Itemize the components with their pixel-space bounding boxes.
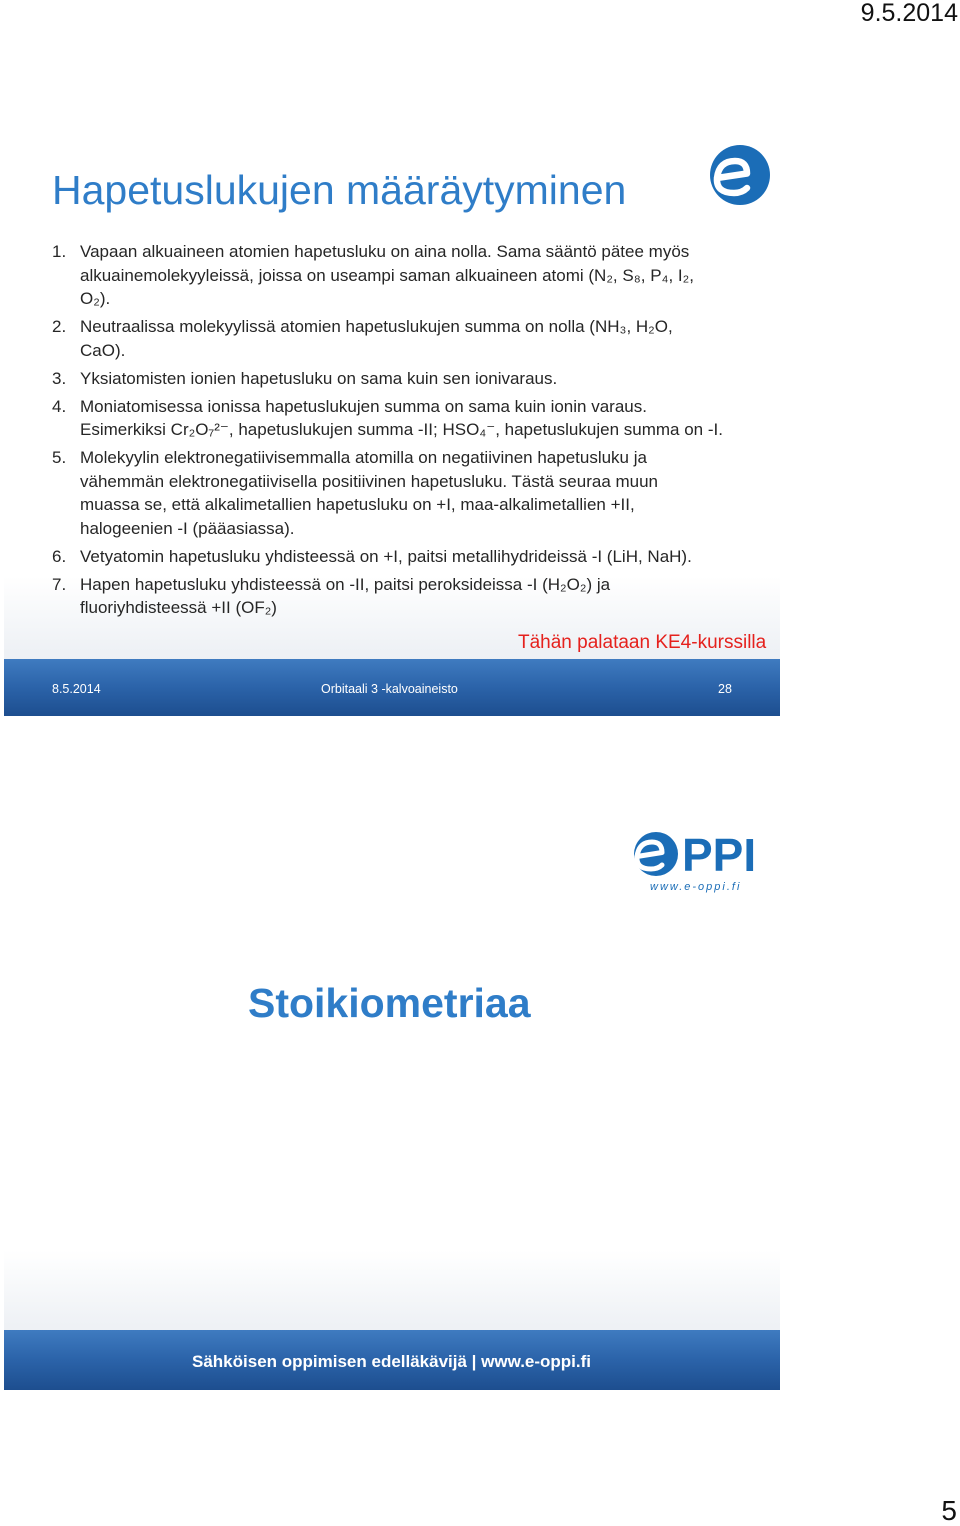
rule-line: O₂). — [80, 289, 111, 308]
logo-wordmark: PPI — [682, 832, 757, 881]
rule-line: Vetyatomin hapetusluku yhdisteessä on +I, paitsi metallihydrideissä -I (LiH, NaH). — [80, 546, 692, 566]
page-number: 5 — [941, 1495, 957, 1526]
rule-number: 6. — [52, 546, 67, 566]
rule-number: 1. — [52, 242, 67, 261]
slide-stoichiometry — [4, 808, 780, 1390]
rule-number: 5. — [52, 448, 67, 467]
rule-text — [80, 573, 610, 620]
course-note: Tähän palataan KE4-kurssilla — [518, 632, 767, 653]
rule-item — [52, 367, 772, 391]
slide-footer — [4, 1330, 780, 1390]
rule-line: Neutraalissa molekyylissä atomien hapetuslukujen summa on nolla (NH₃, H₂O, — [80, 317, 673, 336]
rule-text — [80, 367, 557, 391]
rule-item — [52, 240, 772, 311]
footer-slide-number: 28 — [718, 682, 732, 696]
rule-line: muassa se, että alkalimetallien hapetusluku on +I, maa-alkalimetallien +II, — [80, 495, 635, 514]
footer-title: Orbitaali 3 -kalvoaineisto — [321, 682, 458, 696]
rule-line: Vapaan alkuaineen atomien hapetusluku on aina nolla. Sama sääntö pätee myös — [80, 242, 690, 261]
rule-line: Yksiatomisten ionien hapetusluku on sama kuin sen ionivaraus. — [80, 368, 558, 388]
rule-text — [80, 395, 723, 442]
slide-title: Hapetuslukujen määräytyminen — [52, 167, 627, 213]
rule-line: Hapen hapetusluku yhdisteessä on -II, paitsi peroksideissa -I (H₂O₂) ja — [80, 574, 611, 594]
rule-text — [80, 240, 694, 311]
rule-item — [52, 573, 772, 620]
rule-line: halogeenien -I (pääasiassa). — [80, 518, 295, 538]
rule-line: alkuainemolekyyleissä, joissa on useampi saman alkuaineen atomi (N₂, S₈, P₄, I₂, — [80, 265, 694, 285]
oxidation-rules-list — [52, 240, 772, 624]
page-date: 9.5.2014 — [860, 0, 958, 27]
slide-title: Stoikiometriaa — [248, 980, 531, 1026]
logo-url: www.e-oppi.fi — [650, 881, 742, 893]
rule-line: vähemmän elektronegatiivisella positiivinen hapetusluku. Tästä seuraa muun — [80, 471, 659, 491]
footer-tagline: Sähköisen oppimisen edelläkävijä | www.e-oppi.fi — [192, 1352, 592, 1371]
slide-footer — [4, 659, 780, 716]
rule-item — [52, 446, 772, 540]
footer-date: 8.5.2014 — [52, 682, 101, 696]
rule-text — [80, 315, 673, 362]
rule-number: 2. — [52, 317, 67, 336]
rule-item — [52, 545, 772, 569]
rule-line: fluoriyhdisteessä +II (OF₂) — [80, 598, 277, 617]
rule-line: Moniatomisessa ionissa hapetuslukujen summa on sama kuin ionin varaus. — [80, 396, 647, 416]
slide-oxidation-numbers — [4, 134, 780, 716]
rule-line: CaO). — [80, 340, 126, 360]
rule-number: 4. — [52, 396, 67, 416]
rule-text — [80, 545, 692, 569]
rule-line: Molekyylin elektronegatiivisemmalla atomilla on negatiivinen hapetusluku ja — [80, 448, 647, 467]
rule-number: 7. — [52, 574, 67, 594]
e-oppi-logo — [632, 832, 762, 894]
e-oppi-logo-icon — [710, 145, 770, 205]
rule-item — [52, 395, 772, 442]
rule-line: Esimerkiksi Cr₂O₇²⁻, hapetuslukujen summa -II; HSO₄⁻, hapetuslukujen summa on -I. — [80, 420, 723, 439]
rule-item — [52, 315, 772, 362]
rule-text — [80, 446, 658, 540]
rule-number: 3. — [52, 368, 67, 388]
